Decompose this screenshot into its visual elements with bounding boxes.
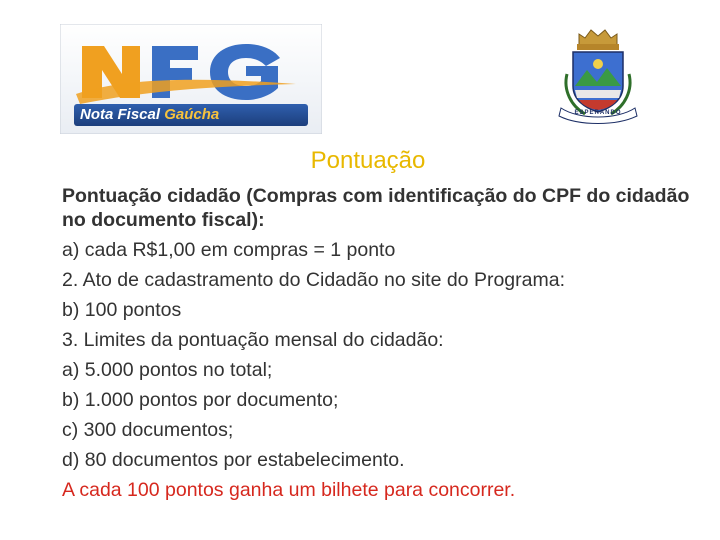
crest-ribbon-text: ESPERANDO [574,110,622,116]
list-item: 3. Limites da pontuação mensal do cidadão: [62,329,444,351]
list-item: d) 80 documentos por estabelecimento. [62,449,405,471]
nfg-logo-caption-suffix: Gaúcha [164,106,220,123]
list-item: a) 5.000 pontos no total; [62,359,273,381]
list-item: a) cada R$1,00 em compras = 1 ponto [62,239,396,261]
highlight-text: A cada 100 pontos ganha um bilhete para concorrer. [62,479,516,501]
list-item: b) 100 pontos [62,299,182,321]
municipal-coat-of-arms-icon [553,24,643,126]
list-item: c) 300 documentos; [62,419,234,441]
nfg-logo-caption-prefix: Nota Fiscal [80,106,165,123]
slide-body [62,184,702,505]
intro-colon: : [258,209,265,231]
nfg-logo-caption [80,105,304,125]
intro-text [62,184,702,232]
slide-title: Pontuação [310,147,426,174]
list-item: 2. Ato de cadastramento do Cidadão no site do Programa: [62,269,565,291]
nfg-logo [60,24,322,134]
intro-bold: Pontuação cidadão (Compras com identificação do CPF do cidadão no documento fiscal) [62,185,690,231]
list-item: b) 1.000 pontos por documento; [62,389,339,411]
